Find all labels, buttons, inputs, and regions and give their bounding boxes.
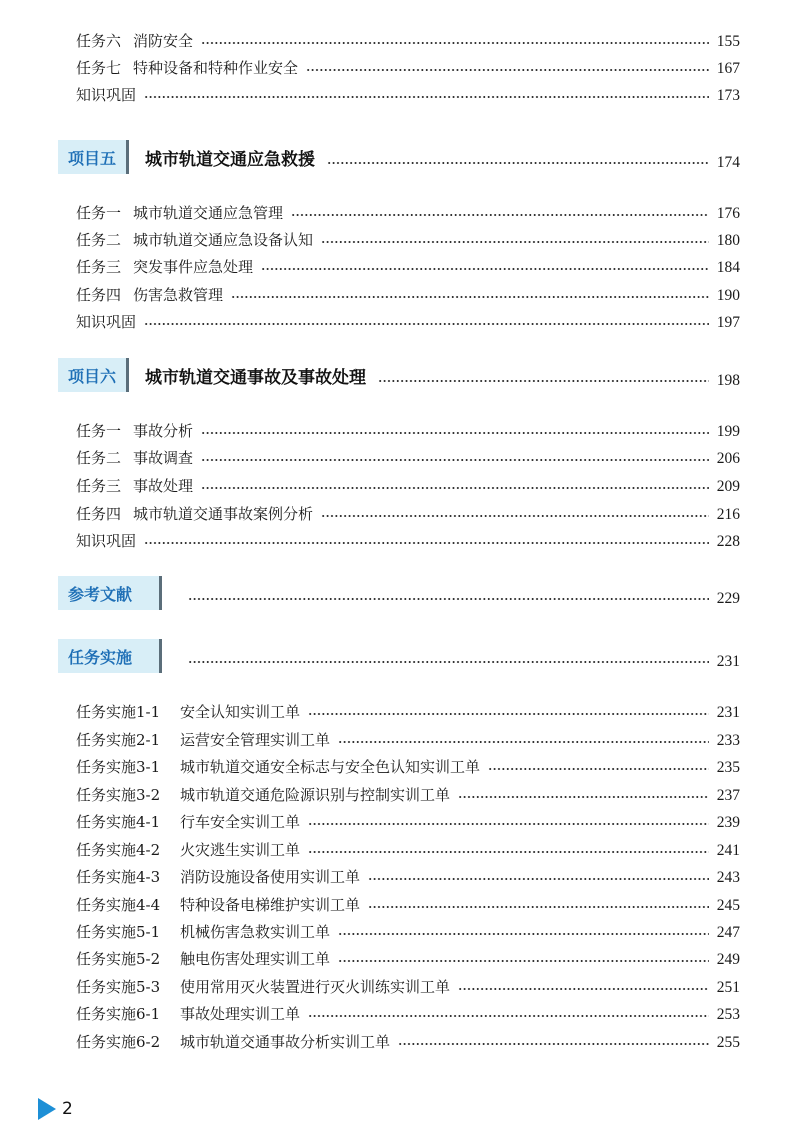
leader-dots (378, 379, 709, 383)
entry-page: 241 (716, 842, 740, 859)
leader-dots (338, 959, 709, 963)
toc-entry[interactable] (76, 28, 740, 54)
references-tag: 参考文献 (58, 576, 162, 610)
entry-page: 231 (716, 704, 740, 721)
entry-page: 199 (716, 423, 740, 440)
toc-entry[interactable] (76, 501, 740, 527)
entry-label: 任务实施 (76, 813, 137, 831)
entry-number: 1-1 (136, 703, 161, 721)
leader-dots (398, 1042, 709, 1046)
leader-dots (201, 431, 709, 435)
entry-number: 4-1 (136, 813, 161, 831)
implementation-tag: 任务实施 (58, 639, 162, 673)
entry-label: 任务三 (76, 477, 122, 495)
entry-number: 3-1 (136, 758, 161, 776)
project-tag: 项目五 (58, 140, 129, 174)
entry-label: 任务四 (76, 505, 122, 523)
entry-page: 176 (716, 205, 740, 222)
entry-title: 火灾逃生实训工单 (180, 841, 301, 859)
entry-page: 249 (716, 951, 740, 968)
entry-label: 任务实施 (76, 758, 137, 776)
entry-label: 知识巩固 (76, 532, 137, 550)
toc-entry[interactable] (76, 892, 740, 918)
entry-label: 任务实施 (76, 923, 137, 941)
toc-entry[interactable] (76, 528, 740, 554)
entry-page: 228 (716, 533, 740, 550)
leader-dots (321, 240, 709, 244)
entry-page: 180 (716, 232, 740, 249)
project-page: 174 (716, 154, 740, 171)
references-page: 229 (716, 590, 740, 607)
entry-number: 5-2 (136, 950, 161, 968)
entry-page: 255 (716, 1034, 740, 1051)
leader-dots (338, 932, 709, 936)
entry-number: 5-3 (136, 978, 161, 996)
leader-dots (306, 68, 709, 72)
entry-title: 事故处理实训工单 (180, 1005, 301, 1023)
toc-entry[interactable] (76, 919, 740, 945)
references-heading[interactable] (58, 576, 740, 610)
entry-label: 任务实施 (76, 1033, 137, 1051)
entry-page: 247 (716, 924, 740, 941)
entry-title: 事故分析 (133, 422, 194, 440)
leader-dots (321, 514, 709, 518)
entry-number: 4-3 (136, 868, 161, 886)
toc-entry[interactable] (76, 55, 740, 81)
leader-dots (338, 740, 709, 744)
entry-title: 城市轨道交通危险源识别与控制实训工单 (180, 786, 451, 804)
project-title: 城市轨道交通事故及事故处理 (145, 367, 367, 388)
leader-dots (368, 877, 709, 881)
leader-dots (201, 41, 709, 45)
toc-entry[interactable] (76, 418, 740, 444)
entry-page: 251 (716, 979, 740, 996)
toc-entry[interactable] (76, 309, 740, 335)
toc-entry[interactable] (76, 864, 740, 890)
toc-entry[interactable] (76, 754, 740, 780)
toc-entry[interactable] (76, 782, 740, 808)
implementation-page: 231 (716, 653, 740, 670)
entry-number: 4-2 (136, 841, 161, 859)
entry-label: 任务实施 (76, 868, 137, 886)
entry-label: 任务二 (76, 449, 122, 467)
entry-label: 任务一 (76, 204, 122, 222)
entry-title: 消防安全 (133, 32, 194, 50)
entry-title: 使用常用灭火装置进行灭火训练实训工单 (180, 978, 451, 996)
implementation-heading[interactable] (58, 639, 740, 673)
toc-entry[interactable] (76, 727, 740, 753)
entry-label: 任务实施 (76, 978, 137, 996)
entry-page: 197 (716, 314, 740, 331)
entry-page: 173 (716, 87, 740, 104)
leader-dots (368, 905, 709, 909)
entry-label: 任务一 (76, 422, 122, 440)
entry-title: 安全认知实训工单 (180, 703, 301, 721)
entry-title: 机械伤害急救实训工单 (180, 923, 331, 941)
leader-dots (308, 822, 709, 826)
entry-number: 6-2 (136, 1033, 161, 1051)
entry-page: 167 (716, 60, 740, 77)
entry-number: 2-1 (136, 731, 161, 749)
project-title: 城市轨道交通应急救援 (145, 149, 316, 170)
entry-label: 任务三 (76, 258, 122, 276)
play-triangle-icon (38, 1098, 56, 1120)
entry-page: 206 (716, 450, 740, 467)
leader-dots (458, 795, 709, 799)
project-tag: 项目六 (58, 358, 129, 392)
entry-page: 190 (716, 287, 740, 304)
entry-number: 6-1 (136, 1005, 161, 1023)
leader-dots (231, 295, 709, 299)
toc-entry[interactable] (76, 82, 740, 108)
leader-dots (144, 541, 709, 545)
entry-page: 253 (716, 1006, 740, 1023)
toc-entry[interactable] (76, 946, 740, 972)
entry-page: 209 (716, 478, 740, 495)
entry-label: 任务四 (76, 286, 122, 304)
entry-label: 任务实施 (76, 786, 137, 804)
toc-entry[interactable] (76, 1029, 740, 1055)
entry-title: 伤害急救管理 (133, 286, 224, 304)
leader-dots (188, 660, 709, 664)
leader-dots (327, 161, 709, 165)
toc-entry[interactable] (76, 227, 740, 253)
leader-dots (201, 458, 709, 462)
toc-entry[interactable] (76, 200, 740, 226)
leader-dots (188, 597, 709, 601)
entry-title: 事故处理 (133, 477, 194, 495)
toc-entry[interactable] (76, 974, 740, 1000)
entry-page: 243 (716, 869, 740, 886)
toc-entry[interactable] (76, 282, 740, 308)
entry-page: 216 (716, 506, 740, 523)
entry-label: 知识巩固 (76, 313, 137, 331)
entry-page: 237 (716, 787, 740, 804)
entry-label: 任务实施 (76, 841, 137, 859)
entry-title: 城市轨道交通事故分析实训工单 (180, 1033, 391, 1051)
entry-label: 任务实施 (76, 950, 137, 968)
entry-page: 184 (716, 259, 740, 276)
entry-title: 行车安全实训工单 (180, 813, 301, 831)
entry-label: 任务六 (76, 32, 122, 50)
leader-dots (201, 486, 709, 490)
entry-title: 特种设备电梯维护实训工单 (180, 896, 361, 914)
leader-dots (308, 712, 709, 716)
entry-label: 知识巩固 (76, 86, 137, 104)
toc-entry[interactable] (76, 809, 740, 835)
leader-dots (291, 213, 709, 217)
entry-title: 特种设备和特种作业安全 (133, 59, 299, 77)
entry-page: 233 (716, 732, 740, 749)
toc-entry[interactable] (76, 837, 740, 863)
leader-dots (488, 767, 709, 771)
page-footer (38, 1098, 73, 1120)
entry-page: 245 (716, 897, 740, 914)
entry-title: 突发事件应急处理 (133, 258, 254, 276)
entry-label: 任务实施 (76, 1005, 137, 1023)
project-heading[interactable] (58, 140, 740, 174)
entry-number: 3-2 (136, 786, 161, 804)
entry-number: 4-4 (136, 896, 161, 914)
entry-title: 城市轨道交通应急管理 (133, 204, 284, 222)
entry-page: 239 (716, 814, 740, 831)
entry-label: 任务二 (76, 231, 122, 249)
toc-entry[interactable] (76, 1001, 740, 1027)
toc-entry[interactable] (76, 254, 740, 280)
entry-title: 运营安全管理实训工单 (180, 731, 331, 749)
entry-page: 235 (716, 759, 740, 776)
entry-title: 城市轨道交通事故案例分析 (133, 505, 314, 523)
entry-label: 任务实施 (76, 896, 137, 914)
entry-title: 触电伤害处理实训工单 (180, 950, 331, 968)
toc-entry[interactable] (76, 699, 740, 725)
entry-page: 155 (716, 33, 740, 50)
entry-label: 任务实施 (76, 731, 137, 749)
entry-label: 任务实施 (76, 703, 137, 721)
entry-title: 事故调查 (133, 449, 194, 467)
leader-dots (308, 1014, 709, 1018)
entry-title: 城市轨道交通应急设备认知 (133, 231, 314, 249)
leader-dots (144, 95, 709, 99)
page-number: 2 (62, 1099, 73, 1119)
entry-title: 城市轨道交通安全标志与安全色认知实训工单 (180, 758, 481, 776)
leader-dots (458, 987, 709, 991)
toc-entry[interactable] (76, 445, 740, 471)
leader-dots (261, 267, 709, 271)
toc-entry[interactable] (76, 473, 740, 499)
leader-dots (144, 322, 709, 326)
leader-dots (308, 850, 709, 854)
project-page: 198 (716, 372, 740, 389)
entry-label: 任务七 (76, 59, 122, 77)
entry-number: 5-1 (136, 923, 161, 941)
project-heading[interactable] (58, 358, 740, 392)
entry-title: 消防设施设备使用实训工单 (180, 868, 361, 886)
